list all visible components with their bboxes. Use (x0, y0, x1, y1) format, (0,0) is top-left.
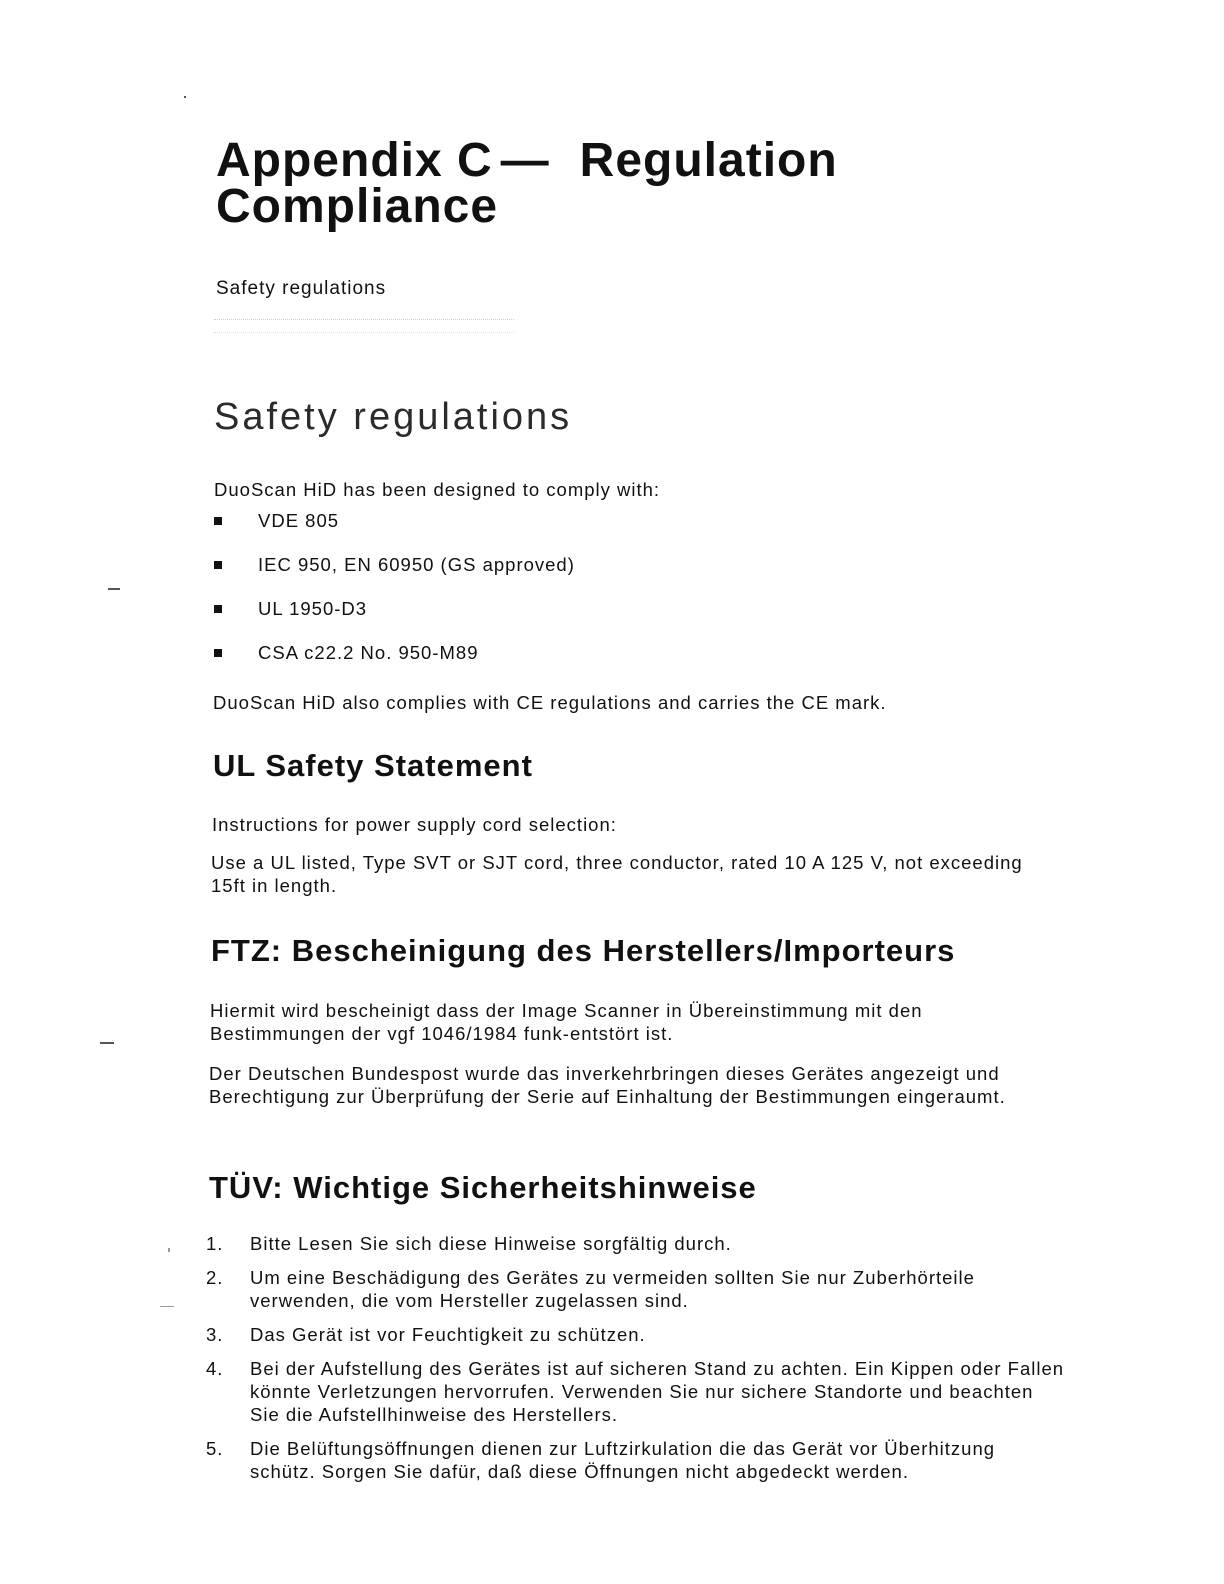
bullet-icon (214, 605, 222, 613)
list-item (206, 1357, 1066, 1426)
list-item-label: CSA c22.2 No. 950-M89 (258, 642, 479, 663)
section-heading-ul: UL Safety Statement (213, 748, 533, 783)
ftz-paragraph-2: Der Deutschen Bundespost wurde das inverkehrbringen dieses Gerätes angezeigt und Berechtigung zur Überprüfung der Serie auf Einhaltung der Bestimmungen eingeraumt. (209, 1063, 1006, 1107)
chapter-title-line1 (216, 134, 838, 187)
standards-list (214, 510, 914, 686)
list-item-number: 5. (206, 1438, 224, 1459)
scan-speck (168, 1248, 170, 1252)
bullet-icon (214, 517, 222, 525)
list-item-number: 4. (206, 1358, 224, 1379)
list-item-text: Die Belüftungsöffnungen dienen zur Luftzirkulation die das Gerät vor Überhitzung schütz. Sorgen Sie dafür, daß diese Öffnungen nicht abgedeckt werden. (250, 1438, 996, 1482)
ul-instructions: Instructions for power supply cord selection: (212, 814, 617, 835)
chapter-title (216, 134, 838, 233)
safety-intro: DuoScan HiD has been designed to comply with: (214, 479, 661, 500)
list-item-number: 1. (206, 1233, 224, 1254)
scan-speck (108, 588, 120, 590)
ftz-paragraph-1: Hiermit wird bescheinigt dass der Image Scanner in Übereinstimmung mit den Bestimmungen der vgf 1046/1984 funk-entstört ist. (210, 1000, 923, 1044)
faint-scan-artifact (214, 319, 514, 333)
list-item (206, 1437, 1066, 1483)
list-item-text: Bei der Aufstellung des Gerätes ist auf sicheren Stand zu achten. Ein Kippen oder Fallen könnte Verletzungen hervorrufen. Verwenden Sie nur sichere Standorte und beachten Sie die Aufstellhinweise des Herstellers. (250, 1358, 1065, 1425)
section-heading-safety: Safety regulations (214, 396, 573, 438)
list-item-number: 2. (206, 1267, 224, 1288)
ul-cord-text: Use a UL listed, Type SVT or SJT cord, three conductor, rated 10 A 125 V, not exceeding 15ft in length. (211, 852, 1023, 896)
chapter-title-part1: Appendix C (216, 134, 493, 187)
list-item (206, 1266, 1066, 1312)
section-heading-ftz: FTZ: Bescheinigung des Herstellers/Importeurs (211, 933, 956, 968)
list-item-label: IEC 950, EN 60950 (GS approved) (258, 554, 575, 575)
list-item-text: Das Gerät ist vor Feuchtigkeit zu schützen. (250, 1324, 646, 1345)
list-item (214, 554, 914, 598)
list-item (214, 642, 914, 686)
list-item (206, 1232, 1066, 1255)
scan-speck (184, 96, 186, 98)
list-item (214, 510, 914, 554)
scan-speck (160, 1306, 174, 1307)
bullet-icon (214, 649, 222, 657)
bullet-icon (214, 561, 222, 569)
section-heading-tuv: TÜV: Wichtige Sicherheitshinweise (209, 1170, 757, 1205)
list-item (206, 1323, 1066, 1346)
chapter-title-line2: Compliance (216, 180, 499, 233)
list-item-number: 3. (206, 1324, 224, 1345)
ce-note: DuoScan HiD also complies with CE regulations and carries the CE mark. (213, 692, 887, 713)
chapter-title-part2: Regulation (579, 134, 838, 187)
scan-speck (100, 1042, 114, 1044)
safety-instructions-list (206, 1232, 1066, 1494)
list-item (214, 598, 914, 642)
chapter-title-dash: — (500, 134, 550, 187)
list-item-label: VDE 805 (258, 510, 340, 531)
toc-entry[interactable]: Safety regulations (216, 278, 387, 299)
list-item-text: Bitte Lesen Sie sich diese Hinweise sorgfältig durch. (250, 1233, 732, 1254)
list-item-label: UL 1950-D3 (258, 598, 368, 619)
list-item-text: Um eine Beschädigung des Gerätes zu vermeiden sollten Sie nur Zuberhörteile verwenden, die vom Hersteller zugelassen sind. (250, 1267, 975, 1311)
